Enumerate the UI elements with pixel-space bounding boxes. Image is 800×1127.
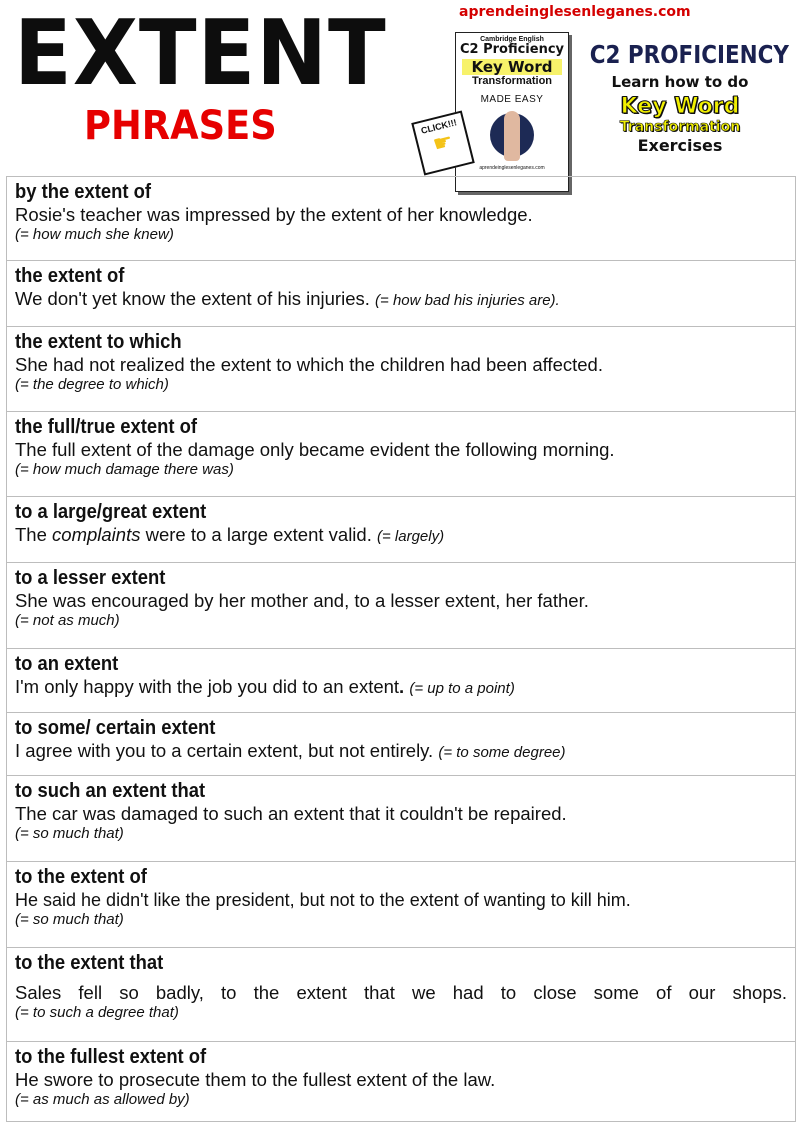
phrase-heading: to the extent of — [15, 866, 147, 888]
meaning-gloss: (= up to a point) — [409, 680, 515, 697]
book-title-keyword: Key Word — [462, 59, 562, 75]
example-sentence: The complaints were to a large extent valid. (= largely) — [15, 524, 445, 545]
example-sentence: I agree with you to a certain extent, but not entirely. (= to some degree) — [15, 740, 566, 761]
example-sentence: She had not realized the extent to which the children had been affected. — [15, 354, 603, 375]
phrase-heading: the full/true extent of — [15, 416, 197, 438]
example-sentence: She was encouraged by her mother and, to a lesser extent, her father. — [15, 590, 589, 611]
phrase-entry — [7, 648, 795, 712]
phrase-heading: to some/ certain extent — [15, 717, 216, 739]
phrase-heading: the extent of — [15, 265, 125, 287]
example-sentence: I'm only happy with the job you did to an extent. (= up to a point) — [15, 676, 515, 697]
phrase-entry — [7, 562, 795, 648]
meaning-gloss: (= as much as allowed by) — [15, 1091, 190, 1108]
promo-level: C2 PROFICIENCY — [589, 40, 790, 69]
click-label: CLICK!!! — [419, 117, 458, 136]
phrase-heading: to the fullest extent of — [15, 1046, 207, 1068]
example-sentence: He swore to prosecute them to the fullest extent of the law. — [15, 1069, 496, 1090]
example-sentence: Rosie's teacher was impressed by the extent of her knowledge. — [15, 204, 533, 225]
book-title-transformation: Transformation — [471, 75, 553, 87]
promo-learn: Learn how to do — [611, 73, 749, 91]
meaning-gloss: (= how much damage there was) — [15, 461, 234, 478]
phrase-heading: to such an extent that — [15, 780, 206, 802]
meaning-gloss: (= to some degree) — [438, 744, 566, 761]
meaning-gloss: (= not as much) — [15, 612, 120, 629]
meaning-gloss: (= to such a degree that) — [15, 1004, 179, 1021]
meaning-gloss: (= so much that) — [15, 911, 124, 928]
book-publisher: Cambridge English — [480, 36, 544, 43]
meaning-gloss: (= the degree to which) — [15, 376, 169, 393]
book-cover-image[interactable] — [455, 32, 569, 192]
phrase-heading: to the extent that — [15, 952, 164, 974]
phrase-entry — [7, 260, 795, 326]
book-title-level: C2 Proficiency — [459, 42, 565, 57]
pointing-hand-icon: ☛ — [430, 128, 456, 158]
phrase-entry — [7, 326, 795, 411]
phrase-entry — [7, 775, 795, 861]
book-tagline: MADE EASY — [480, 94, 544, 105]
phrase-heading: to a large/great extent — [15, 501, 207, 523]
page-title: EXTENT — [14, 1, 387, 106]
promo-keyword: Key Word — [620, 94, 740, 119]
phrase-heading: to a lesser extent — [15, 567, 166, 589]
phrase-list — [6, 176, 796, 1122]
promo-transformation: Transformation — [619, 119, 741, 135]
promo-block[interactable] — [575, 40, 790, 155]
phrase-entry — [7, 496, 795, 562]
meaning-gloss: (= largely) — [377, 528, 445, 545]
phrase-entry — [7, 861, 795, 947]
meaning-gloss: (= how much she knew) — [15, 226, 174, 243]
phrase-heading: to an extent — [15, 653, 119, 675]
page-subtitle: PHRASES — [84, 103, 277, 149]
promo-exercises: Exercises — [637, 136, 723, 155]
example-sentence: We don't yet know the extent of his injuries. (= how bad his injuries are). — [15, 288, 560, 309]
phrase-entry — [7, 177, 795, 260]
phrase-heading: the extent to which — [15, 331, 182, 353]
meaning-gloss: (= so much that) — [15, 825, 124, 842]
book-person-illustration — [482, 109, 542, 163]
example-sentence: The car was damaged to such an extent that it couldn't be repaired. — [15, 803, 567, 824]
phrase-entry — [7, 712, 795, 775]
example-sentence: The full extent of the damage only became evident the following morning. — [15, 439, 615, 460]
phrase-entry — [7, 411, 795, 496]
page-header — [0, 0, 800, 176]
example-sentence: He said he didn't like the president, but not to the extent of wanting to kill him. — [15, 890, 631, 910]
meaning-gloss: (= how bad his injuries are). — [375, 292, 560, 309]
phrase-heading: by the extent of — [15, 181, 151, 203]
site-link[interactable]: aprendeinglesenleganes.com — [459, 4, 691, 20]
phrase-entry — [7, 947, 795, 1041]
phrase-entry — [7, 1041, 795, 1121]
example-sentence: Sales fell so badly, to the extent that we had to close some of our shops. — [15, 982, 787, 1003]
book-site: aprendeinglesenleganes.com — [479, 165, 545, 171]
